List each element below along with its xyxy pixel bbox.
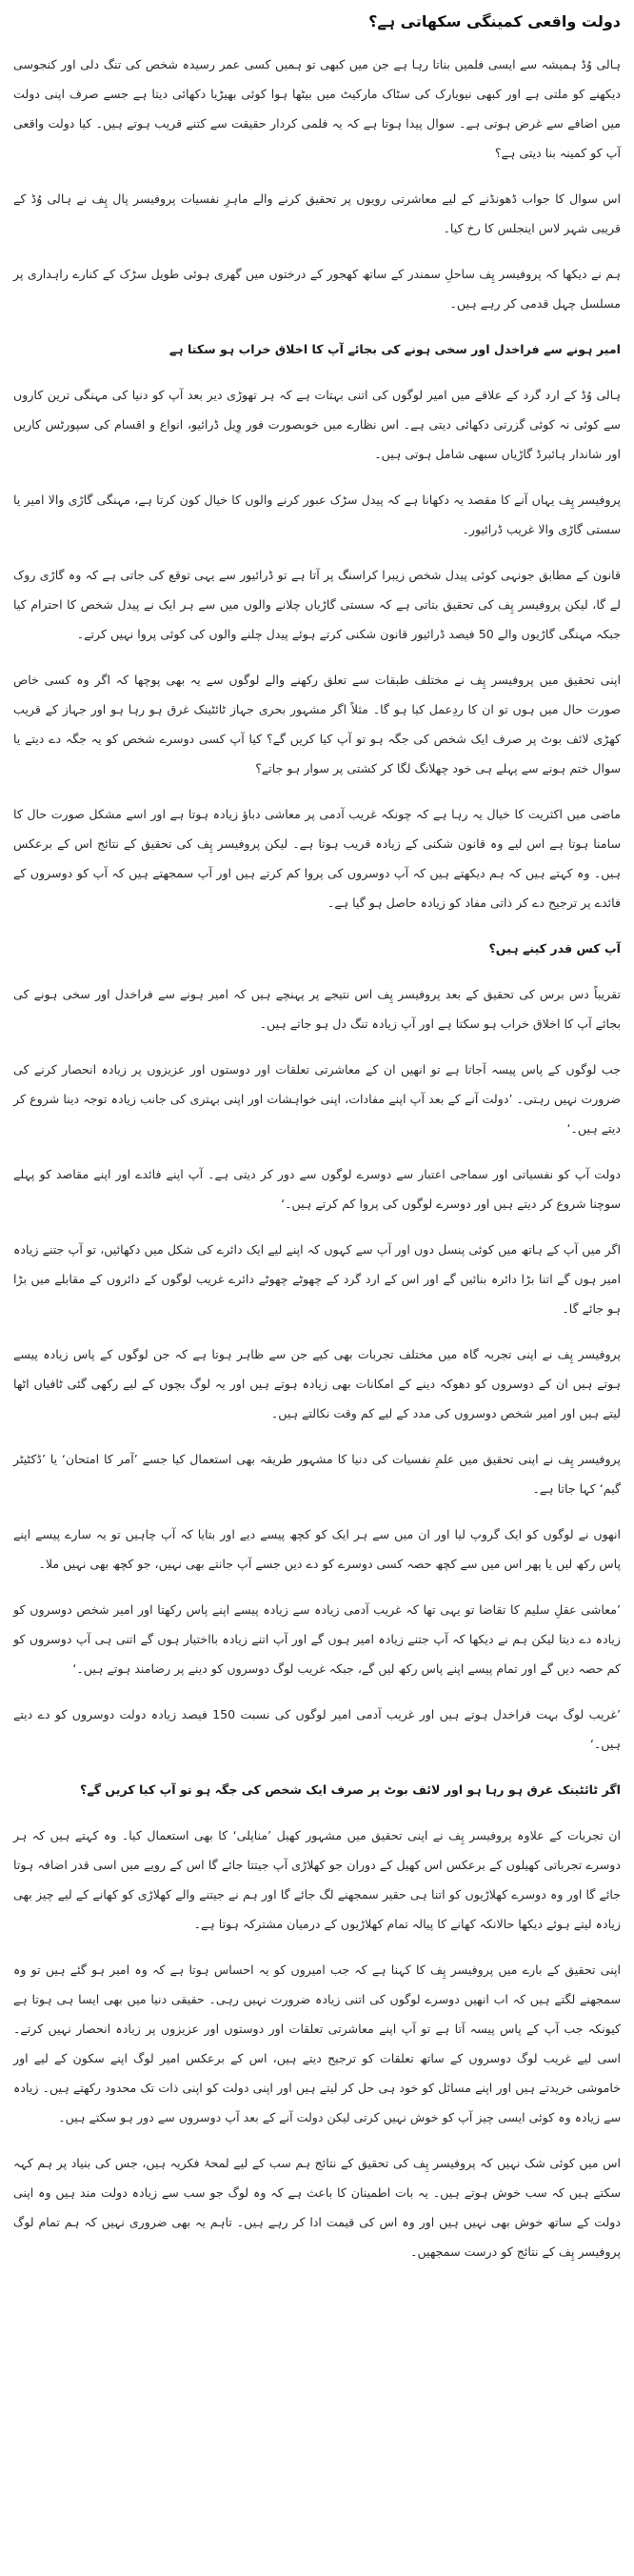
article-paragraph: ہالی وُڈ کے ارد گرد کے علاقے میں امیر لوگوں کی اتنی بہتات ہے کہ ہر تھوڑی دیر بعد آپ کو دنیا کی مہنگی ترین کاروں سے کوئی نہ کوئی گزرتی دکھائی دیتی ہے۔ اس نظارے میں خوبصورت فور وِیل ڈرائیو، انواع و اقسام کی سپورٹس کاریں اور شاندار ہائبرڈ گاڑیاں سبھی شامل ہوتی ہیں۔: [13, 388, 621, 461]
article-title: دولت واقعی کمینگی سکھاتی ہے؟: [368, 12, 621, 30]
section-heading: امیر ہونے سے فراخدل اور سخی ہونے کی بجائے آپ کا اخلاق خراب ہو سکتا ہے: [168, 342, 621, 356]
article-body: [13, 50, 621, 2266]
article-paragraph: اس سوال کا جواب ڈھونڈنے کے لیے معاشرتی رویوں پر تحقیق کرنے والے ماہرِ نفسیات پروفیسر پال پِف نے ہالی وُڈ کے قریبی شہر لاس اینجلس کا رخ کیا۔: [13, 191, 621, 235]
article-paragraph: پروفیسر پِف نے اپنی تجربہ گاہ میں مختلف تجربات بھی کیے جن سے ظاہر ہوتا ہے کہ جن لوگوں کے پاس زیادہ پیسے ہوتے ہیں ان کے دوسروں کو دھوکہ دینے کے امکانات بھی زیادہ ہوتے ہیں اور یہ لوگ بچوں کے لیے رکھی گئی ٹافیاں اٹھا لیتے ہیں اور امیر شخص دوسروں کی مدد کے لیے کم وقت نکالتے ہیں۔: [13, 1347, 621, 1420]
article-paragraph: ’غریب لوگ بہت فراخدل ہوتے ہیں اور غریب آدمی امیر لوگوں کی نسبت 150 فیصد زیادہ دولت دوسروں کو دے دیتے ہیں۔‘: [13, 1707, 621, 1751]
article-paragraph: اس میں کوئی شک نہیں کہ پروفیسر پِف کی تحقیق کے نتائج ہم سب کے لیے لمحۂ فکریہ ہیں، جس کی بنیاد پر ہم کہہ سکتے ہیں کہ سب خوش ہوتے ہیں۔ یہ بات اطمینان کا باعث ہے کہ وہ لوگ جو سب سے زیادہ دولت مند ہیں وہ اپنی دولت کے ساتھ خوش بھی نہیں ہیں اور وہ اس کی قیمت ادا کر رہے ہیں۔ تاہم یہ بھی ضروری نہیں کہ ہم تمام لوگ پروفیسر پِف کے نتائج کو درست سمجھیں۔: [13, 2156, 621, 2259]
article-paragraph: انھوں نے لوگوں کو ایک گروپ لیا اور ان میں سے ہر ایک کو کچھ پیسے دیے اور بتایا کہ آپ چاہیں تو یہ سارے پیسے اپنے پاس رکھ لیں یا پھر اس میں سے کچھ حصہ کسی دوسرے کو دے دیں جسے آپ جانتے بھی نہیں، جو کچھ بھی نہیں ملا۔: [13, 1527, 621, 1571]
article-paragraph: قانون کے مطابق جونہی کوئی پیدل شخص زیبرا کراسنگ پر آتا ہے تو ڈرائیور سے یہی توقع کی جاتی ہے کہ وہ گاڑی روک لے گا، لیکن پروفیسر پِف کی تحقیق بتاتی ہے کہ سستی گاڑیاں چلانے والوں میں سے ہر ایک نے پیدل شخص کا احترام کیا جبکہ مہنگی گاڑیوں والے 50 فیصد ڈرائیور قانون شکنی کرتے ہوئے پیدل چلنے والوں کی کوئی پروا نہیں کرتے۔: [13, 568, 621, 641]
article-paragraph: اپنی تحقیق کے بارے میں پروفیسر پِف کا کہنا ہے کہ جب امیروں کو یہ احساس ہوتا ہے کہ وہ امیر ہو گئے ہیں تو وہ سمجھنے لگتے ہیں کہ اب انھیں دوسرے لوگوں کی اتنی زیادہ ضرورت نہیں رہی۔ حقیقی دنیا میں بھی ایسا ہی ہوتا ہے کیونکہ جب آپ کے پاس پیسہ آتا ہے تو آپ اپنے معاشرتی تعلقات اور دوستوں اور عزیزوں پر زیادہ انحصار نہیں کرتے۔ اسی لیے غریب لوگ دوسروں کے ساتھ تعلقات کو ترجیح دیتے ہیں، اس کے برعکس امیر لوگ اپنے سکون کے لیے اور خاموشی خریدتے ہیں اور اپنے مسائل کو خود ہی حل کر لیتے ہیں اور اپنی دولت کو اپنی ذات تک محدود رکھتے ہیں۔ زیادہ سے زیادہ وہ کوئی ایسی چیز آپ کو خوش نہیں کرتی لیکن دولت آنے کے بعد آپ دوسروں سے دور ہو سکتے ہیں۔: [13, 1962, 621, 2124]
article-paragraph: دولت آپ کو نفسیاتی اور سماجی اعتبار سے دوسرے لوگوں سے دور کر دیتی ہے۔ آپ اپنے فائدے اور اپنے مقاصد کو پہلے سوچنا شروع کر دیتے ہیں اور دوسرے لوگوں کی پروا کم کرتے ہیں۔‘: [13, 1167, 621, 1211]
article-paragraph: جب لوگوں کے پاس پیسہ آجاتا ہے تو انھیں ان کے معاشرتی تعلقات اور دوستوں اور عزیزوں پر زیادہ انحصار کرنے کی ضرورت نہیں رہتی۔ ’دولت آنے کے بعد آپ اپنے مفادات، اپنی خواہشات اور اپنی بہتری کی جانب زیادہ توجہ دینا شروع کر دیتے ہیں۔‘: [13, 1062, 621, 1136]
article-paragraph: اپنی تحقیق میں پروفیسر پِف نے مختلف طبقات سے تعلق رکھنے والے لوگوں سے یہ بھی پوچھا کہ اگر وہ کسی خاص صورت حال میں ہوں تو ان کا ردِعمل کیا ہو گا۔ مثلاً اگر مشہور بحری جہاز ٹائٹینک غرق ہو رہا ہو اور جہاز کے قریب کھڑی لائف بوٹ پر صرف ایک شخص کی جگہ ہو تو آپ کیا کریں گے؟ کیا آپ کسی دوسرے شخص کو یہ جگہ دے دیتے یا سوال ختم ہونے سے پہلے ہی خود چھلانگ لگا کر کشتی پر سوار ہو جاتے؟: [13, 673, 621, 775]
article-paragraph: تقریباً دس برس کی تحقیق کے بعد پروفیسر پِف اس نتیجے پر پہنچے ہیں کہ امیر ہونے سے فراخدل اور سخی ہونے کی بجائے آپ کا اخلاق خراب ہو سکتا ہے اور آپ زیادہ تنگ دل ہو جاتے ہیں۔: [13, 987, 621, 1031]
section-heading: اگر ٹائٹینک غرق ہو رہا ہو اور لائف بوٹ پر صرف ایک شخص کی جگہ ہو تو آپ کیا کریں گے؟: [80, 1782, 621, 1797]
article-paragraph: ہالی وُڈ ہمیشہ سے ایسی فلمیں بناتا رہا ہے جن میں کبھی تو ہمیں کسی عمر رسیدہ شخص کی تنگ دلی اور کنجوسی دیکھنے کو ملتی ہے اور کبھی نیویارک کی سٹاک مارکیٹ میں بیٹھا ہوا کوئی بھیڑیا دکھائی دیتا ہے جسے صرف اپنی دولت میں اضافے سے غرض ہوتی ہے۔ سوال پیدا ہوتا ہے کہ یہ فلمی کردار حقیقت سے کتنے قریب ہوتے ہیں۔ کیا دولت واقعی آپ کو کمینہ بنا دیتی ہے؟: [13, 57, 621, 160]
section-heading: آپ کس قدر کینے ہیں؟: [488, 941, 621, 956]
article-paragraph: ماضی میں اکثریت کا خیال یہ رہا ہے کہ چونکہ غریب آدمی پر معاشی دباؤ زیادہ ہوتا ہے اور اسے مشکل صورت حال کا سامنا ہوتا ہے اس لیے وہ قانون شکنی کے زیادہ قریب ہوتا ہے۔ لیکن پروفیسر پِف کی تحقیق کے نتائج اس کے برعکس ہیں۔ وہ کہتے ہیں کہ ہم دیکھتے ہیں کہ آپ دوسروں کی پروا کم کرتے ہیں اور آپ سمجھتے ہیں کہ آپ کو دوسروں کے فائدے پر ترجیح دے کر ذاتی مفاد کو زیادہ حاصل ہو گیا ہے۔: [13, 807, 621, 910]
article-paragraph: پروفیسر پِف یہاں آنے کا مقصد یہ دکھانا ہے کہ پیدل سڑک عبور کرنے والوں کا خیال کون کرتا ہے، مہنگی گاڑی والا امیر یا سستی گاڑی والا غریب ڈرائیور۔: [13, 493, 621, 536]
article-paragraph: پروفیسر پِف نے اپنی تحقیق میں علمِ نفسیات کی دنیا کا مشہور طریقہ بھی استعمال کیا جسے ’آمر کا امتحان‘ یا ’ڈکٹیٹر گیم‘ کہا جاتا ہے۔: [13, 1452, 621, 1496]
article-paragraph: اگر میں آپ کے ہاتھ میں کوئی پنسل دوں اور آپ سے کہوں کہ اپنے لیے ایک دائرے کی شکل میں دکھائیں، تو آپ جتنے زیادہ امیر ہوں گے اتنا بڑا دائرہ بنائیں گے اور اس کے ارد گرد کے چھوٹے چھوٹے دائرے غریب لوگوں کے دائروں کے مقابلے میں بڑا ہو جائے گا۔: [13, 1242, 621, 1316]
article-paragraph: ان تجربات کے علاوہ پروفیسر پِف نے اپنی تحقیق میں مشہور کھیل ’مناپلی‘ کا بھی استعمال کیا۔ وہ کہتے ہیں کہ ہر دوسرے تجرباتی کھیلوں کے برعکس اس کھیل کے دوران جو کھلاڑی آپ جیتتا جائے گا اس کے رویے میں اسی قدر اضافہ ہوتا جائے گا اور وہ دوسرے کھلاڑیوں کو اتنا ہی حقیر سمجھنے لگ جائے گا اور ہم نے جیتنے والے کھلاڑی کو کھانے کے لیے چیز بھی زیادہ لیتے ہوئے دیکھا حالانکہ کھانے کا پیالہ تمام کھلاڑیوں کے درمیان مشترکہ ہوتا ہے۔: [13, 1828, 621, 1931]
article-paragraph: ہم نے دیکھا کہ پروفیسر پِف ساحلِ سمندر کے ساتھ کھجور کے درختوں میں گھری ہوئی طویل سڑک کے کنارے راہداری پر مسلسل چہل قدمی کر رہے ہیں۔: [13, 267, 621, 311]
article-paragraph: ’معاشی عقلِ سلیم کا تقاضا تو یہی تھا کہ غریب آدمی زیادہ سے زیادہ پیسے اپنے پاس رکھتا اور امیر شخص دوسروں کو زیادہ دے دیتا لیکن ہم نے دیکھا کہ آپ جتنے زیادہ امیر ہوں گے اور آپ اتنے زیادہ بااختیار ہوں گے اتنی ہی آپ دوسروں کو کم حصہ دیں گے اور تمام پیسے اپنے پاس رکھ لیں گے، جبکہ غریب لوگ دوسروں کو دینے پر رضامند ہوتے ہیں۔‘: [13, 1602, 621, 1676]
